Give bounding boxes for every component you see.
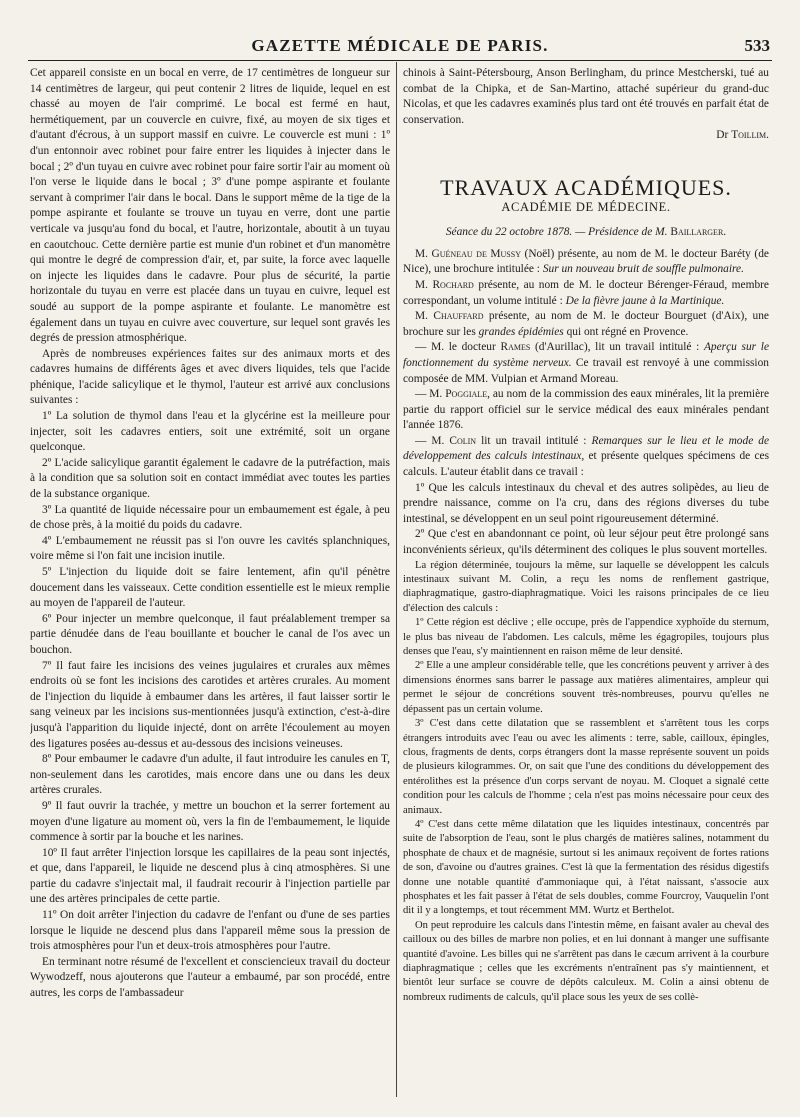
section-title: TRAVAUX ACADÉMIQUES. (440, 174, 732, 200)
presentation-item (403, 309, 769, 340)
presentation-item (403, 387, 769, 434)
paragraph: 9º Il faut ouvrir la trachée, y mettre un bouchon et la serrer fortement au moyen d'une ligature au moment où, vers la fin de l'embaumement, le liquide commence à sortir par la bouche et les narines. (30, 799, 390, 844)
paragraph: 10º Il faut arrêter l'injection lorsque les capillaires de la peau sont injectés, et que, dans l'appareil, le liquide ne descend plus à cinq atmosphères. Si une partie du cadavre s'injectait mal, il faudrait recourir à l'injection partielle par une des artères principales de cette partie. (30, 846, 390, 906)
small-paragraph: 1º Cette région est déclive ; elle occupe, près de l'appendice xyphoïde du sternum, le plus bas niveau de l'abdomen. Les calculs, même les égagropiles, toujours plus denses que l'eau, s'y maintiennent en raison même de leur densité. (403, 617, 769, 658)
signature-name: Toillim. (731, 129, 769, 142)
item-prefix: — M. le docteur (415, 341, 496, 354)
paragraph: 11º On doit arrêter l'injection du cadavre de l'enfant ou d'une de ses parties lorsque le liquide ne descend plus dans l'appareil même sous la pression de trois atmosphères pour l'un et deux-trois atmosphères pour l'autre. (30, 909, 390, 953)
item-text: présente, au nom de M. le docteur Bérenger-Féraud, membre correspondant, un volume intitulé : (403, 278, 769, 307)
column-divider (396, 62, 397, 1097)
item-prefix: M. (415, 278, 428, 291)
page-number: 533 (744, 36, 770, 55)
member-name: Rames (500, 341, 531, 354)
member-name: Rochard (432, 278, 474, 291)
author-signature (403, 128, 769, 144)
section-subtitle: ACADÉMIE DE MÉDECINE. (501, 199, 671, 214)
item-prefix: — M. (415, 388, 443, 401)
meeting-line (403, 225, 769, 241)
paragraph: 5º L'injection du liquide doit se faire lentement, afin qu'il pénètre doucement dans les vaisseaux. Cette condition essentielle est le mieux remplie au moyen de l'appareil de l'auteur. (30, 566, 390, 610)
item-prefix: — M. (415, 434, 445, 447)
presentation-item (403, 340, 769, 387)
member-name: Poggiale (445, 388, 488, 401)
signature-prefix: Dr (716, 129, 729, 142)
header-rule (28, 60, 772, 61)
work-title: Sur un nouveau bruit de souffle pulmonaire. (542, 263, 744, 276)
paragraph: 1º La solution de thymol dans l'eau et la glycérine est la meilleure pour injecter, soit les cadavres entiers, soit une extrémité, soit un organe quelconque. (30, 410, 390, 454)
work-title: Remarques sur le lieu et le mode de développement des calculs intestinaux, (403, 434, 769, 463)
journal-title: GAZETTE MÉDICALE DE PARIS. (251, 36, 549, 55)
member-name: Colin (449, 434, 477, 447)
small-paragraph: 4º C'est dans cette même dilatation que les liquides intestinaux, concentrés par suite de l'absorption de l'eau, sont le plus chargés de matières salines, notamment du phosphate de chaux et de magnésie, surtout si les animaux reçoivent de fortes rations de son, d'avoine ou d'autres graines. C'est là que la fermentation des résidus digestifs donne une notable quantité d'ammoniaque qui, à l'état naissant, s'associe aux phosphates et les fait passer à l'état de sels doubles, comme Fourcroy, Vauquelin l'ont dit il y a longtemps, et tout récemment MM. Wurtz et Berthelot. (403, 818, 769, 917)
work-title: De la fièvre jaune à la Martinique. (565, 294, 725, 307)
item-prefix: M. (415, 310, 428, 323)
item-text: (d'Aurillac), lit un travail intitulé : (534, 341, 700, 354)
small-paragraph: 2º Elle a une ampleur considérable telle, que les concrétions peuvent y arriver à des dimensions énormes sans barrer le passage aux matières alimentaires, ampleur qui permet le séjour de concrétions souvent très-nombreuses, pourvu qu'elles ne dépassent pas un certain volume. (403, 660, 769, 715)
paragraph: Après de nombreuses expériences faites sur des animaux morts et des cadavres humains de différents âges et avec divers liquides, tels que l'acide phénique, l'acide salicylique et le thymol, l'auteur est arrivé aux conclusions suivantes : (30, 347, 390, 407)
presentation-item (403, 278, 769, 309)
right-column (403, 66, 769, 1096)
item-text: (Noël) présente, au nom de M. le docteur Baréty (de Nice), une brochure intitulée : (403, 247, 769, 276)
paragraph: 7º Il faut faire les incisions des veines jugulaires et crurales aux mêmes endroits où se font les incisions des carotides et artères crurales. Au moment de l'injection du liquide à embaumer dans les artères, il faut laisser sortir le sang veineux par les incisions sus-mentionnées jusqu'à extinction, c'est-à-dire jusqu'à l'apparition du liquide injecté, dont on arrête l'écoulement au moyen des ligatures posées au-dessus et au-dessous des incisions veineuses. (30, 659, 390, 750)
conclusion-point: 1º Que les calculs intestinaux du cheval et des autres solipèdes, au lieu de prendre naissance, comme on l'a cru, dans des régions diverses du tube intestinal, se développent en un seul point rigoureusement déterminé. (403, 481, 769, 525)
paragraph: 6º Pour injecter un membre quelconque, il faut préalablement tremper sa partie dénudée dans de l'eau bouillante et boucher le canal de l'os avec un bouchon. (30, 612, 390, 656)
item-text: présente, au nom de M. le docteur Bourguet (d'Aix), une brochure sur les (403, 310, 769, 338)
member-name: Chauffard (433, 310, 484, 323)
presentation-item (403, 434, 769, 481)
item-tail: qui ont régné en Provence. (566, 325, 689, 338)
item-text: lit un travail intitulé : (481, 434, 587, 447)
member-name: Guéneau de Mussy (431, 247, 521, 260)
meeting-president: Baillarger. (670, 226, 727, 239)
left-column (30, 66, 390, 1096)
presentation-item (403, 247, 769, 278)
small-paragraph: 3º C'est dans cette dilatation que se rassemblent et s'arrêtent tous les corps étrangers introduits avec l'eau ou avec les aliments : terre, sable, cailloux, épingles, clous, fragments de dents, corps étrangers dont la masse représente souvent un poids de plusieurs kilogrammes. Or, on sait que l'une des conditions du développement des entérolithes est la présence d'un corps servant de noyau. M. Cloquet a signalé cette condition pour les calculs de l'homme ; cela n'est pas moins nécessaire pour ceux des animaux. (403, 718, 769, 816)
item-tail: Ce travail est renvoyé à une commission composée de MM. Vulpian et Armand Moreau. (403, 356, 769, 385)
work-title: grandes épidémies (478, 325, 564, 338)
item-prefix: M. (415, 247, 428, 260)
conclusion-point: 2º Que c'est en abandonnant ce point, où leur séjour peut être prolongé sans inconvénients sérieux, qu'ils déterminent des coliques le plus souvent mortelles. (403, 528, 769, 557)
continuation-paragraph: chinois à Saint-Pétersbourg, Anson Berlingham, du prince Mestcherski, tué au combat de la Chipka, et de San-Martino, attaché supérieur du grand-duc Nicolas, et que les cadavres examinés plus tard ont été trouvés en parfait état de conservation. (403, 67, 769, 126)
paragraph: 4º L'embaumement ne réussit pas si l'on ouvre les cavités splanchniques, voire même si l'on fait une incision inutile. (30, 534, 390, 563)
work-title: Aperçu sur le fonctionnement du système nerveux. (403, 341, 769, 369)
item-text: , au nom de la commission des eaux minérales, lit la première partie du rapport officiel sur le service médical des eaux minérales pendant l'année 1876. (403, 388, 769, 432)
paragraph: 2º L'acide salicylique garantit également le cadavre de la putréfaction, mais à la condition que sa solution soit en contact immédiat avec toutes les parties de la substance organique. (30, 456, 390, 501)
small-paragraph: La région déterminée, toujours la même, sur laquelle se développent les calculs intestinaux suivant M. Colin, a reçu les noms de renflement gastrique, diaphragmatique, gastro-diaphragmatique. Voici les raisons principales de ce lieu d'élection des calculs : (403, 559, 769, 614)
paragraph: 8º Pour embaumer le cadavre d'un adulte, il faut introduire les canules en T, non-seulement dans les carotides, mais encore dans une ou dans les deux artères crurales. (30, 753, 390, 797)
paragraph: Cet appareil consiste en un bocal en verre, de 17 centimètres de longueur sur 14 centimètres de largeur, qui peut contenir 2 litres de liquide, lequel en est chassé au moyen de l'air comprimé. Le bocal est fermé en haut, hermétiquement, par un couvercle en cuivre, fixé, au moyen de six tiges et d'autant d'écrous, à un support massif en cuivre. Le couvercle est muni : 1º d'un entonnoir avec robinet pour faire entrer les liquides à injecter dans le bocal ; 2º d'un tuyau en cuivre avec robinet pour faire sortir l'air au moment où l'on verse le liquide dans le bocal ; 3º d'une pompe aspirante et foulante servant à comprimer l'air dans le bocal. Dans le support même de la tige de la pompe aspirante et foulante se trouve un tuyau en verre, dont une partie verticale va jusqu'au fond du bocal, et l'autre, horizontale, aboutit à un tuyau en caoutchouc. Cette dernière partie est munie d'un robinet et d'un manomètre qui montre le degré de compression d'air, et, par suite, la force avec laquelle on injecte les liquides dans le cadavre. Pour plus de sécurité, la partie horizontale du tuyau en verre est placée dans un tuyau en cuivre, lequel est soudé au support de la pompe aspirante et foulante. Le manomètre est également dans un tuyau en cuivre avec couverture, sur lequel sont gravés les degrés de pression atmosphérique. (30, 67, 390, 345)
meeting-prefix: Séance du 22 octobre 1878. — Présidence de M. (445, 226, 668, 239)
paragraph: 3º La quantité de liquide nécessaire pour un embaumement est égale, à peu de chose près, à la moitié du poids du cadavre. (30, 503, 390, 532)
item-tail: et présente quelques spécimens de ces calculs. L'auteur établit dans ce travail : (403, 450, 769, 479)
small-paragraph: On peut reproduire les calculs dans l'intestin même, en faisant avaler au cheval des cailloux ou des billes de marbre non polies, et en lui donnant à manger une suffisante quantité d'avoine. Les billes qui ne s'arrêtent pas dans le cæcum arrivent à la courbure diaphragmatique ; celles que les excréments n'entraînent pas s'y maintiennent, et bientôt leur surface se couvre de dépôts calculeux. M. Colin a ainsi obtenu de nombreux rudiments de calculs, qu'il place sous les yeux de ses collè- (403, 919, 769, 1003)
paragraph: En terminant notre résumé de l'excellent et consciencieux travail du docteur Wywodzeff, nous ajouterons que l'auteur a embaumé, par son procédé, entre autres, les corps de l'ambassadeur (30, 955, 390, 1000)
